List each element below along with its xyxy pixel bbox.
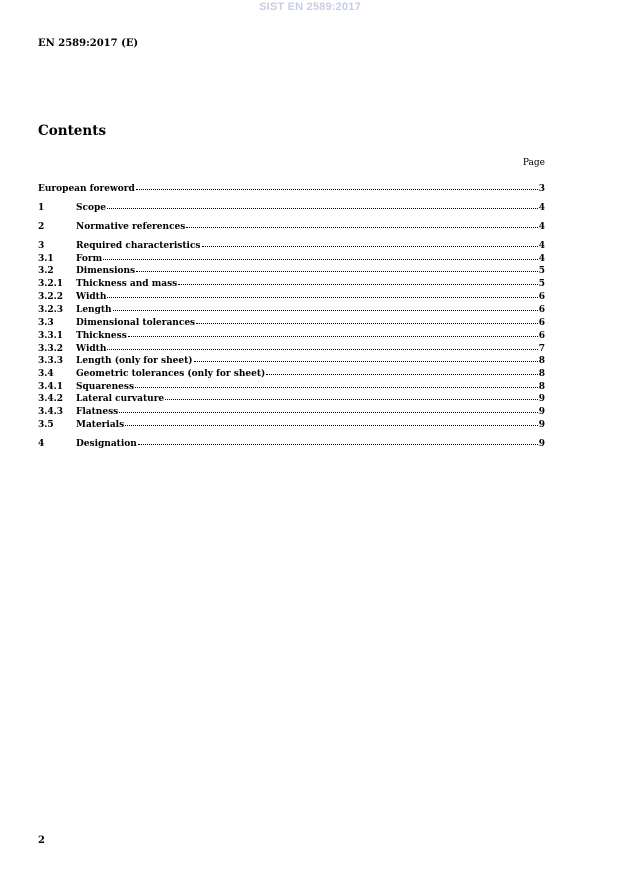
toc-leader-dots — [194, 353, 538, 362]
toc-entry-page: 7 — [538, 344, 545, 354]
toc-entry-title: Dimensional tolerances — [76, 318, 196, 328]
toc-entry-number: 3.4 — [38, 369, 54, 379]
toc-entry-title: Scope — [76, 203, 107, 213]
toc-leader-dots — [128, 328, 538, 337]
toc-leader-dots — [125, 417, 538, 426]
toc-entry-number: 2 — [38, 222, 45, 232]
toc-entry-number: 3 — [38, 241, 45, 251]
toc-entry-page: 8 — [538, 356, 545, 366]
toc-leader-dots — [165, 391, 538, 400]
page-column-label: Page — [522, 158, 545, 168]
toc-entry-page: 9 — [538, 394, 545, 404]
toc-entry-number: 3.2.2 — [38, 292, 64, 302]
toc-entry-number: 3.3.3 — [38, 356, 64, 366]
toc-entry[interactable] — [38, 380, 545, 391]
toc-leader-dots — [196, 315, 538, 324]
toc-leader-dots — [113, 302, 538, 311]
toc-entry[interactable] — [38, 367, 545, 378]
toc-entry[interactable] — [38, 405, 545, 416]
toc-entry[interactable] — [38, 290, 545, 301]
toc-entry-title: Thickness and mass — [76, 279, 178, 289]
toc-entry-number: 3.1 — [38, 254, 54, 264]
toc-entry-title: Designation — [76, 439, 137, 449]
toc-entry-title: Width — [76, 344, 107, 354]
toc-leader-dots — [107, 341, 537, 350]
toc-entry-number: 3.3.2 — [38, 344, 64, 354]
toc-entry-number: 3.2.1 — [38, 279, 64, 289]
toc-entry-title: Squareness — [76, 382, 135, 392]
toc-entry-page: 6 — [538, 331, 545, 341]
toc-entry-page: 4 — [538, 241, 545, 251]
toc-leader-dots — [136, 263, 538, 272]
toc-entry-page: 8 — [538, 382, 545, 392]
toc-entry-title: Geometric tolerances (only for sheet) — [76, 369, 266, 379]
toc-entry[interactable] — [38, 342, 545, 353]
toc-entry-title: Lateral curvature — [76, 394, 165, 404]
toc-leader-dots — [119, 404, 538, 413]
toc-entry[interactable] — [38, 354, 545, 365]
toc-entry-title: Required characteristics — [76, 241, 201, 251]
toc-entry-number: 4 — [38, 439, 45, 449]
toc-entry-page: 9 — [538, 420, 545, 430]
toc-entry[interactable] — [38, 239, 545, 250]
toc-entry-title: Width — [76, 292, 107, 302]
toc-entry[interactable] — [38, 264, 545, 275]
toc-leader-dots — [178, 276, 538, 285]
toc-leader-dots — [202, 238, 538, 247]
toc-entry-page: 5 — [538, 279, 545, 289]
toc-entry-title: Dimensions — [76, 266, 136, 276]
toc-entry-title: Length — [76, 305, 112, 315]
toc-entry[interactable] — [38, 437, 545, 448]
toc-entry-page: 8 — [538, 369, 545, 379]
toc-leader-dots — [103, 251, 538, 260]
toc-entry-title: Materials — [76, 420, 125, 430]
toc-entry-number: 3.2 — [38, 266, 54, 276]
toc-leader-dots — [135, 379, 538, 388]
watermark: SIST EN 2589:2017 — [259, 1, 361, 13]
toc-entry-number: 3.3.1 — [38, 331, 64, 341]
toc-entry-title: Flatness — [76, 407, 119, 417]
toc-entry-title: Length (only for sheet) — [76, 356, 193, 366]
toc-entry-page: 4 — [538, 222, 545, 232]
page-number: 2 — [38, 835, 45, 846]
toc-entry-number: 1 — [38, 203, 45, 213]
toc-entry[interactable] — [38, 220, 545, 231]
toc-entry[interactable] — [38, 316, 545, 327]
toc-entry-page: 4 — [538, 203, 545, 213]
toc-leader-dots — [138, 436, 538, 445]
toc-entry-page: 9 — [538, 407, 545, 417]
toc-entry-number: 3.4.1 — [38, 382, 64, 392]
toc-entry-number: 3.3 — [38, 318, 54, 328]
toc-entry-number: 3.4.2 — [38, 394, 64, 404]
toc-entry-page: 3 — [538, 184, 545, 194]
toc-entry-page: 6 — [538, 318, 545, 328]
toc-entry-number: 3.5 — [38, 420, 54, 430]
toc-entry-page: 9 — [538, 439, 545, 449]
toc-entry-number: 3.2.3 — [38, 305, 64, 315]
toc-leader-dots — [186, 219, 537, 228]
toc-entry[interactable] — [38, 252, 545, 263]
toc-entry-title: European foreword — [38, 184, 135, 194]
toc-entry[interactable] — [38, 392, 545, 403]
document-id: EN 2589:2017 (E) — [38, 38, 139, 49]
toc-entry[interactable] — [38, 329, 545, 340]
toc-entry[interactable] — [38, 418, 545, 429]
toc-entry-title: Thickness — [76, 331, 127, 341]
toc-entry-page: 6 — [538, 305, 545, 315]
toc-leader-dots — [136, 181, 538, 190]
toc-leader-dots — [266, 366, 537, 375]
contents-heading: Contents — [38, 123, 107, 139]
toc-entry-page: 6 — [538, 292, 545, 302]
toc-entry-number: 3.4.3 — [38, 407, 64, 417]
toc-entry-title: Form — [76, 254, 103, 264]
toc-entry-page: 5 — [538, 266, 545, 276]
toc-leader-dots — [107, 289, 537, 298]
toc-entry[interactable] — [38, 201, 545, 212]
toc-entry-title: Normative references — [76, 222, 186, 232]
toc-leader-dots — [107, 200, 538, 209]
toc-entry[interactable] — [38, 277, 545, 288]
toc-entry[interactable] — [38, 303, 545, 314]
toc-entry[interactable] — [38, 182, 545, 193]
toc-entry-page: 4 — [538, 254, 545, 264]
